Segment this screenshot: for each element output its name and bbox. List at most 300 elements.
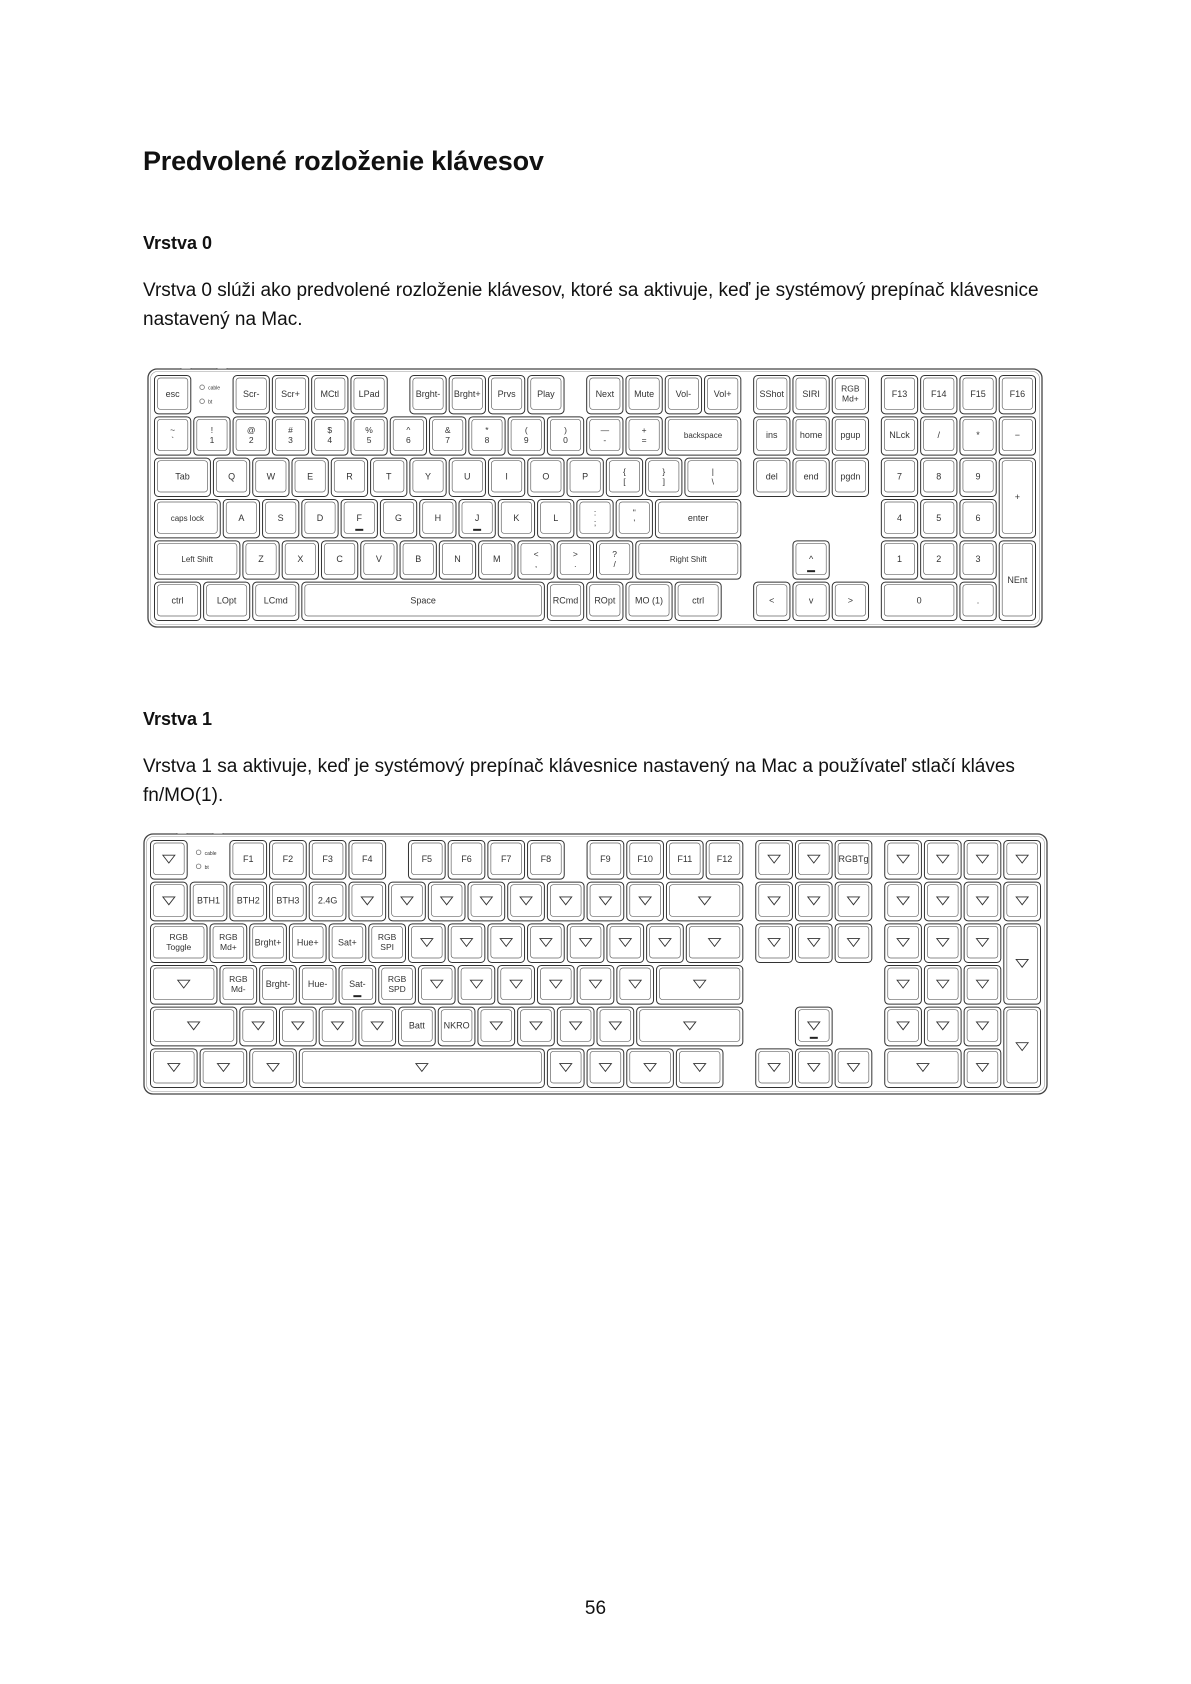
layer0-key-r0-k4 (351, 376, 387, 414)
layer0-key-r3-k13 (881, 500, 917, 538)
layer1-key-r1-k9 (508, 882, 545, 921)
layer1-key-top (501, 968, 532, 1000)
layer1-key-top (154, 1010, 234, 1042)
layer0-key-legend-top: RGB (841, 383, 860, 394)
layer0-key-r1-k0 (155, 417, 191, 455)
layer1-key-r5-k6 (627, 1049, 674, 1088)
layer1-key-r5-k3 (299, 1049, 544, 1088)
layer0-key-legend-top: @ (246, 425, 256, 435)
layer0-key-r4-k13 (881, 541, 917, 579)
layer1-key-top (927, 968, 958, 1000)
layer0-key-r3-k4 (341, 500, 377, 538)
layer0-key-legend: Scr+ (281, 388, 300, 399)
layer1-key-r3-k9 (537, 966, 574, 1005)
layer0-key-r3-k7 (459, 500, 495, 538)
layer1-key-top (154, 843, 185, 875)
layer0-key-legend-bottom: ; (593, 517, 597, 528)
layer1-key-r4-k10 (597, 1007, 634, 1046)
layer1-key-r1-k2 (230, 882, 267, 921)
layer1-key-r1-k0 (151, 882, 188, 921)
layer1-key-top (838, 926, 869, 958)
layer1-key-r1-k1 (190, 882, 227, 921)
layer1-key-r1-k7 (428, 882, 465, 921)
layer0-key-r0-k6 (449, 376, 485, 414)
layer0-key-r2-k11 (606, 458, 642, 496)
layer0-key-legend: < (769, 595, 775, 606)
layer0-key-r4-k1 (243, 541, 279, 579)
layer0-key-legend-top: — (600, 425, 610, 435)
layer1-key-r5-k8 (756, 1049, 793, 1088)
layer0-key-legend: Q (228, 471, 236, 482)
layer1-key-legend-top: RGB (219, 932, 238, 943)
layer1-led-bt (196, 864, 201, 869)
layer0-key-r4-k6 (439, 541, 475, 579)
layer0-key-r2-k13 (685, 458, 741, 496)
layer0-key-r1-k15 (793, 417, 829, 455)
layer0-key-r1-k4 (312, 417, 348, 455)
layer1-key-top (550, 1051, 581, 1083)
layer0-key-legend: J (474, 512, 480, 523)
layer1-key-r1-k19 (964, 882, 1001, 921)
layer1-key-r2-k9 (528, 924, 565, 963)
layer1-key-top (759, 926, 790, 958)
layer1-key-legend: BTH3 (276, 895, 300, 906)
layer0-os-switch (217, 368, 227, 369)
layer0-key-r4-k14 (921, 541, 957, 579)
layer1-key-r1-k14 (756, 882, 793, 921)
layer0-key-legend: B (415, 554, 422, 565)
layer1-key-top (888, 843, 919, 875)
layer0-key-legend-top: ! (210, 425, 214, 435)
layer0-key-r2-k7 (449, 458, 485, 496)
layer1-key-top (967, 968, 998, 1000)
layer0-led-cable (200, 385, 205, 390)
layer0-key-legend: E (307, 471, 314, 482)
layer0-key-legend-bottom: 3 (288, 435, 293, 445)
layer1-key-r2-k14 (756, 924, 793, 963)
layer1-key-r5-k10 (835, 1049, 872, 1088)
layer0-key-legend: Left Shift (181, 555, 213, 565)
layer1-key-r4-k2 (279, 1007, 316, 1046)
layer0-key-r1-k12 (626, 417, 662, 455)
layer1-led-label: cable (204, 850, 217, 857)
layer1-key-top (431, 885, 462, 917)
layer0-key-legend: LOpt (216, 595, 237, 606)
layer1-key-r3-k4 (339, 966, 376, 1005)
layer0-key-r5-k8 (754, 582, 790, 620)
layer0-key-legend: K (513, 512, 520, 523)
layer0-key-legend-top: ? (612, 549, 618, 559)
layer1-key-r0-k3 (309, 841, 346, 880)
layer1-led-cable (196, 850, 201, 855)
layer1-key-r4-k13 (885, 1007, 922, 1046)
layer1-key-r0-k2 (270, 841, 307, 880)
layer0-key-r5-k6 (626, 582, 672, 620)
layer0-key-legend: SShot (759, 388, 785, 399)
layer0-key-legend: Scr- (242, 388, 260, 399)
layer1-key-r3-k5 (379, 966, 416, 1005)
layer1-key-r3-k8 (498, 966, 535, 1005)
layer1-key-r0-k15 (835, 841, 872, 880)
layer1-key-top (967, 1010, 998, 1042)
layer0-key-r1-k20 (999, 417, 1035, 455)
layer1-key-r0-k7 (488, 841, 525, 880)
layer1-key-r4-k0 (151, 1007, 237, 1046)
layer0-key-legend: 5 (936, 512, 942, 523)
layer1-key-r1-k4 (309, 882, 346, 921)
layer1-key-top (243, 1010, 274, 1042)
layer0-key-r5-k0 (155, 582, 201, 620)
layer1-key-r1-k8 (468, 882, 505, 921)
layer1-key-r5-k11 (885, 1049, 961, 1088)
layer1-key-top (669, 885, 739, 917)
layer0-key-legend: M (493, 554, 501, 565)
layer0-key-r3-k6 (420, 500, 456, 538)
layer1-key-top (888, 968, 919, 1000)
layer0-key-legend: Right Shift (669, 555, 707, 565)
layer1-key-top (967, 926, 998, 958)
layer0-key-legend: P (582, 471, 589, 482)
layer0-key-r5-k2 (253, 582, 299, 620)
layer0-key-r5-k9 (793, 582, 829, 620)
layer0-key-r1-k9 (508, 417, 544, 455)
layer0-key-r1-k16 (832, 417, 868, 455)
layer1-key-top (461, 968, 492, 1000)
layer0-key-legend: V (375, 554, 382, 565)
layer1-key-r0-k9 (587, 841, 624, 880)
layer0-key-legend: R (346, 471, 353, 482)
layer0-key-r2-k5 (371, 458, 407, 496)
layer0-key-legend: ^ (808, 554, 814, 565)
layer1-key-r3-k15 (964, 966, 1001, 1005)
layer0-key-r0-k18 (960, 376, 996, 414)
layer0-key-r2-k17 (881, 458, 917, 496)
layer0-key-legend: A (238, 512, 245, 523)
layer1-key-top (630, 885, 661, 917)
layer1-key-top (798, 1051, 829, 1083)
layer0-key-legend-top: * (485, 425, 489, 435)
layer0-key-legend: Next (595, 388, 615, 399)
layer1-key-r1-k13 (666, 882, 742, 921)
layer0-key-r4-k12 (793, 541, 829, 579)
layer1-key-r5-k1 (200, 1049, 247, 1088)
layer0-key-r2-k19 (960, 458, 996, 496)
layer1-key-top (302, 1051, 541, 1083)
layer1-key-top (203, 1051, 244, 1083)
layer1-key-top (927, 926, 958, 958)
layer1-key-top (927, 843, 958, 875)
layer0-key-legend: Prvs (497, 388, 516, 399)
layer1-key-r2-k17 (885, 924, 922, 963)
layer0-key-legend: C (336, 554, 343, 565)
layer1-key-r0-k12 (706, 841, 743, 880)
layer0-key-r1-k19 (960, 417, 996, 455)
layer1-key-legend: F12 (716, 854, 733, 865)
layer1-key-top (798, 885, 829, 917)
layer1-key-top (967, 1051, 998, 1083)
layer0-key-r4-k11 (636, 541, 741, 579)
layer1-key-top (521, 1010, 552, 1042)
layer0-key-r4-k2 (282, 541, 318, 579)
layer1-key-r1-k20 (1004, 882, 1041, 921)
layer0-key-r3-k1 (223, 500, 259, 538)
layer1-key-top (411, 926, 442, 958)
layer0-key-r4-k3 (321, 541, 357, 579)
layer0-key-r0-k9 (587, 376, 623, 414)
layer0-key-r1-k8 (469, 417, 505, 455)
layer1-key-legend-bottom: Md- (230, 983, 246, 994)
layer0-key-r1-k13 (665, 417, 741, 455)
layer0-key-legend: del (765, 471, 778, 482)
layer1-key-r0-k13 (756, 841, 793, 880)
layer0-key-r4-k5 (400, 541, 436, 579)
layer0-key-r2-k12 (646, 458, 682, 496)
layer1-key-top (550, 885, 581, 917)
layer0-key-legend: G (395, 512, 403, 523)
layer0-key-legend-top: + (641, 425, 647, 435)
layer1-key-top (838, 1051, 869, 1083)
layer1-key-r3-k7 (458, 966, 495, 1005)
layer0-description: Vrstva 0 slúži ako predvolené rozloženie klávesov, ktoré sa aktivuje, keď je systémový prepínač klávesnice nastavený na Mac. (143, 280, 1039, 330)
layer0-key-r0-k1 (233, 376, 269, 414)
layer0-key-legend-bottom: 2 (248, 435, 254, 445)
layer0-key-r5-k7 (675, 582, 721, 620)
layer1-key-top (590, 885, 621, 917)
layer0-key-legend: S (277, 512, 284, 523)
layer0-key-r3-k5 (380, 500, 416, 538)
layer0-key-r5-k3 (302, 582, 545, 620)
layer0-key-r3-k3 (302, 500, 338, 538)
layer1-key-legend: F1 (242, 854, 254, 865)
layer0-key-r3-k8 (498, 500, 534, 538)
layer0-key-legend-bottom: 6 (406, 435, 411, 445)
layer0-led-label: cable (208, 385, 221, 392)
layer1-key-top (471, 885, 502, 917)
layer0-key-r4-k10 (597, 541, 633, 579)
layer1-key-top (511, 885, 542, 917)
layer1-key-legend: F4 (362, 854, 373, 865)
layer1-key-top (491, 926, 522, 958)
layer0-key-legend: Space (410, 595, 436, 606)
layer0-key-legend-bottom: - (603, 435, 607, 445)
layer0-key-legend: 1 (896, 554, 902, 565)
layer1-key-top (759, 843, 790, 875)
layer0-key-legend: pgup (840, 430, 861, 441)
layer0-key-r2-k10 (567, 458, 603, 496)
layer0-key-legend: Vol+ (713, 388, 732, 399)
layer1-key-r1-k16 (835, 882, 872, 921)
layer0-key-r3-k2 (263, 500, 299, 538)
layer1-key-top (759, 1051, 790, 1083)
layer0-key-legend: * (976, 430, 980, 441)
layer0-key-legend-bottom: 0 (563, 435, 568, 445)
layer0-key-legend-top: | (711, 466, 714, 477)
layer0-key-legend-top: < (533, 549, 539, 559)
layer1-key-r2-k0 (151, 924, 208, 963)
layer1-key-top (481, 1010, 512, 1042)
layer0-key-r4-k16 (999, 541, 1035, 621)
layer0-key-legend-top: & (444, 425, 451, 435)
layer1-key-legend: RGBTg (838, 854, 869, 865)
layer1-key-r0-k6 (448, 841, 485, 880)
layer0-key-legend: backspace (683, 431, 723, 441)
layer1-key-r0-k1 (230, 841, 267, 880)
layer0-key-legend: home (799, 430, 823, 441)
layer1-key-top (590, 1051, 621, 1083)
layer0-key-legend-bottom: 8 (484, 435, 490, 445)
layer0-key-r0-k14 (793, 376, 829, 414)
layer0-key-legend: I (505, 471, 508, 482)
layer1-key-top (640, 1010, 740, 1042)
layer0-key-r0-k19 (999, 376, 1035, 414)
layer1-key-r1-k11 (587, 882, 624, 921)
layer0-key-legend: ins (766, 430, 778, 441)
layer0-key-legend-top: ( (524, 425, 528, 435)
layer0-key-legend: LPad (358, 388, 380, 399)
layer1-key-r2-k19 (964, 924, 1001, 963)
layer1-key-legend: F2 (282, 854, 294, 865)
layer0-key-legend: 2 (936, 554, 942, 565)
layer0-key-legend-bottom: 1 (209, 435, 215, 445)
layer1-key-r2-k2 (250, 924, 287, 963)
layer1-key-top (362, 1010, 393, 1042)
layer1-key-top (927, 885, 958, 917)
layer0-key-legend-top: : (593, 507, 597, 518)
layer1-key-top (689, 926, 740, 958)
layer1-key-r0-k17 (924, 841, 961, 880)
layer1-key-r4-k6 (438, 1007, 475, 1046)
layer1-key-legend: Batt (408, 1020, 425, 1031)
layer0-key-legend: U (464, 471, 471, 482)
layer1-key-r3-k6 (418, 966, 455, 1005)
layer0-key-r1-k18 (921, 417, 957, 455)
layer0-key-legend: MCtl (320, 388, 340, 399)
layer0-key-legend: > (847, 595, 854, 606)
layer1-key-legend: F10 (637, 854, 653, 865)
layer0-key-legend: F13 (891, 388, 908, 399)
layer0-key-r1-k3 (272, 417, 308, 455)
layer1-key-top (888, 1010, 919, 1042)
layer1-key-r4-k14 (924, 1007, 961, 1046)
layer0-key-r1-k1 (194, 417, 230, 455)
layer0-key-legend: 8 (936, 471, 942, 482)
layer1-key-r4-k12 (795, 1007, 832, 1046)
layer1-key-r3-k1 (220, 966, 257, 1005)
layer0-key-r4-k8 (518, 541, 554, 579)
layer1-key-top (580, 968, 611, 1000)
layer0-key-r2-k2 (253, 458, 289, 496)
layer1-key-top (600, 1010, 631, 1042)
layer0-key-legend: N (454, 554, 461, 565)
layer1-description: Vrstva 1 sa aktivuje, keď je systémový prepínač klávesnice nastavený na Mac a používateľ stlačí kláves fn/MO(1). (143, 756, 1015, 806)
layer0-key-r3-k12 (655, 500, 740, 538)
layer0-key-legend: NLck (889, 430, 910, 441)
layer0-key-legend: caps lock (170, 513, 205, 523)
layer1-key-r0-k8 (528, 841, 565, 880)
layer1-key-top (610, 926, 641, 958)
layer0-key-legend-bottom: / (613, 559, 616, 569)
layer1-key-r2-k10 (567, 924, 604, 963)
layer0-key-legend: ctrl (692, 595, 705, 606)
layer1-key-r0-k16 (885, 841, 922, 880)
layer1-key-r2-k15 (795, 924, 832, 963)
layer0-key-r2-k0 (155, 458, 211, 496)
layer0-key-r5-k10 (832, 582, 868, 620)
layer1-key-r4-k1 (240, 1007, 277, 1046)
layer0-key-legend: NEnt (1007, 574, 1028, 585)
layer0-key-r1-k11 (587, 417, 623, 455)
layer1-key-r5-k7 (676, 1049, 723, 1088)
layer1-key-r2-k7 (448, 924, 485, 963)
layer0-key-legend-top: % (365, 425, 373, 435)
layer0-heading: Vrstva 0 (143, 233, 213, 253)
layer0-key-legend-bottom: ' (633, 517, 636, 528)
layer0-key-legend-bottom: 5 (366, 435, 372, 445)
layer0-key-r2-k15 (793, 458, 829, 496)
layer1-key-top (560, 1010, 591, 1042)
layer0-key-r2-k14 (754, 458, 790, 496)
layer0-key-r2-k6 (410, 458, 446, 496)
layer1-key-top (650, 926, 681, 958)
layer1-key-top (798, 843, 829, 875)
layer0-key-r0-k15 (832, 376, 868, 414)
layer0-key-legend: H (434, 512, 442, 523)
layer0-key-r3-k0 (155, 500, 221, 538)
layer0-key-r2-k18 (921, 458, 957, 496)
layer0-key-r4-k0 (155, 541, 240, 579)
layer1-key-top (540, 968, 571, 1000)
layer0-key-r0-k7 (488, 376, 524, 414)
layer1-key-legend: Brght+ (254, 937, 282, 948)
layer0-key-r0-k2 (272, 376, 308, 414)
layer0-key-legend: − (1014, 430, 1020, 441)
layer0-key-r3-k10 (577, 500, 613, 538)
layer0-key-r1-k5 (351, 417, 387, 455)
layer0-key-legend-bottom: Md+ (841, 393, 859, 404)
layer1-key-top (253, 1051, 294, 1083)
layer1-key-legend: F11 (677, 854, 693, 865)
layer1-key-r4-k15 (964, 1007, 1001, 1046)
layer0-key-legend: Play (537, 388, 555, 399)
layer0-key-legend-top: > (572, 549, 578, 559)
layer1-key-r1-k17 (885, 882, 922, 921)
layer1-key-r4-k3 (319, 1007, 356, 1046)
layer1-key-r3-k12 (657, 966, 743, 1005)
layer0-key-r1-k7 (430, 417, 466, 455)
layer1-key-legend: F5 (421, 854, 433, 865)
layer1-key-top (421, 968, 452, 1000)
layer1-key-legend: Sat- (349, 979, 366, 990)
layer0-key-r1-k6 (390, 417, 426, 455)
layer1-key-top (620, 968, 651, 1000)
layer1-key-legend-bottom: Toggle (166, 942, 192, 953)
layer0-key-legend: Mute (634, 388, 655, 399)
layer0-key-legend-bottom: , (534, 559, 538, 569)
layer1-key-r0-k10 (627, 841, 664, 880)
layer1-key-r0-k14 (795, 841, 832, 880)
layer0-key-r2-k4 (331, 458, 367, 496)
layer1-key-legend-bottom: Md+ (219, 942, 237, 953)
layer0-key-legend-top: ^ (406, 425, 411, 435)
layer1-key-r4-k11 (637, 1007, 743, 1046)
layer1-key-top (1007, 885, 1038, 917)
layer0-key-legend: 7 (896, 471, 902, 482)
layer0-key-legend: SIRI (802, 388, 820, 399)
layer1-key-r5-k2 (250, 1049, 297, 1088)
layer1-key-legend-top: RGB (387, 973, 407, 984)
layer1-keyboard-diagram (143, 833, 1048, 1095)
layer1-key-r1-k18 (924, 882, 961, 921)
